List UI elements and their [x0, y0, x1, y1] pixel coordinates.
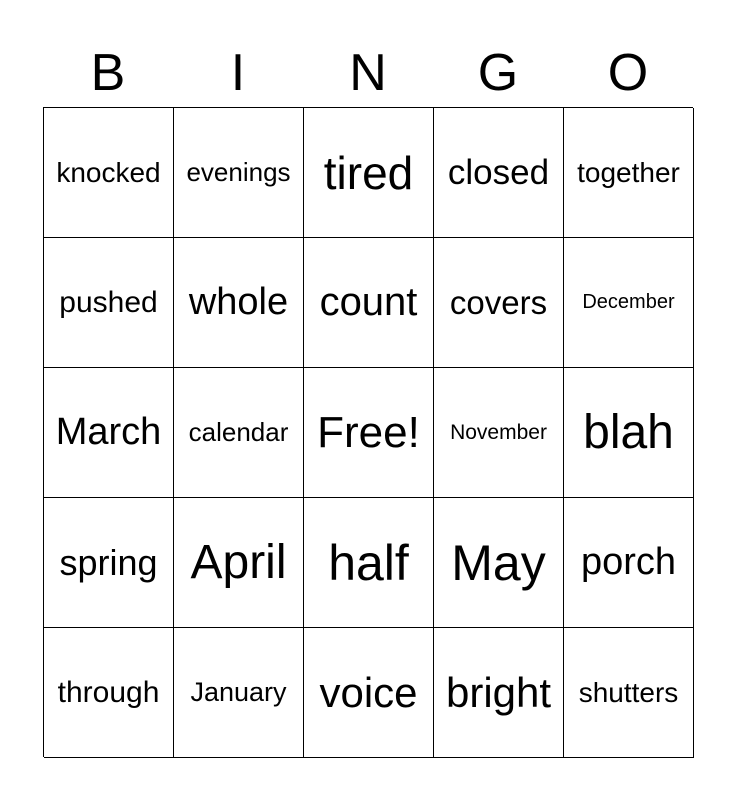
bingo-cell[interactable]: whole [174, 238, 304, 368]
bingo-cell[interactable]: through [44, 628, 174, 758]
bingo-cell[interactable]: Free! [304, 368, 434, 498]
bingo-cell[interactable]: spring [44, 498, 174, 628]
bingo-cell[interactable]: January [174, 628, 304, 758]
bingo-cell[interactable]: covers [434, 238, 564, 368]
bingo-cell[interactable]: December [564, 238, 694, 368]
bingo-cell[interactable]: count [304, 238, 434, 368]
bingo-board [43, 107, 693, 757]
bingo-cell[interactable]: tired [304, 108, 434, 238]
bingo-cell[interactable]: porch [564, 498, 694, 628]
bingo-cell[interactable]: blah [564, 368, 694, 498]
bingo-header [43, 38, 693, 108]
header-letter-b: B [90, 44, 126, 102]
header-letter-i: I [230, 44, 246, 102]
bingo-cell[interactable]: March [44, 368, 174, 498]
header-letter-n: N [349, 44, 387, 102]
bingo-cell[interactable]: bright [434, 628, 564, 758]
header-letter-g: G [477, 44, 519, 102]
bingo-cell[interactable]: together [564, 108, 694, 238]
bingo-cell[interactable]: May [434, 498, 564, 628]
bingo-cell[interactable]: calendar [174, 368, 304, 498]
bingo-cell[interactable]: April [174, 498, 304, 628]
bingo-cell[interactable]: voice [304, 628, 434, 758]
bingo-cell[interactable]: knocked [44, 108, 174, 238]
bingo-cell[interactable]: November [434, 368, 564, 498]
bingo-cell[interactable]: evenings [174, 108, 304, 238]
header-letter-o: O [607, 44, 649, 102]
bingo-cell[interactable]: shutters [564, 628, 694, 758]
bingo-cell[interactable]: half [304, 498, 434, 628]
bingo-cell[interactable]: pushed [44, 238, 174, 368]
bingo-cell[interactable]: closed [434, 108, 564, 238]
